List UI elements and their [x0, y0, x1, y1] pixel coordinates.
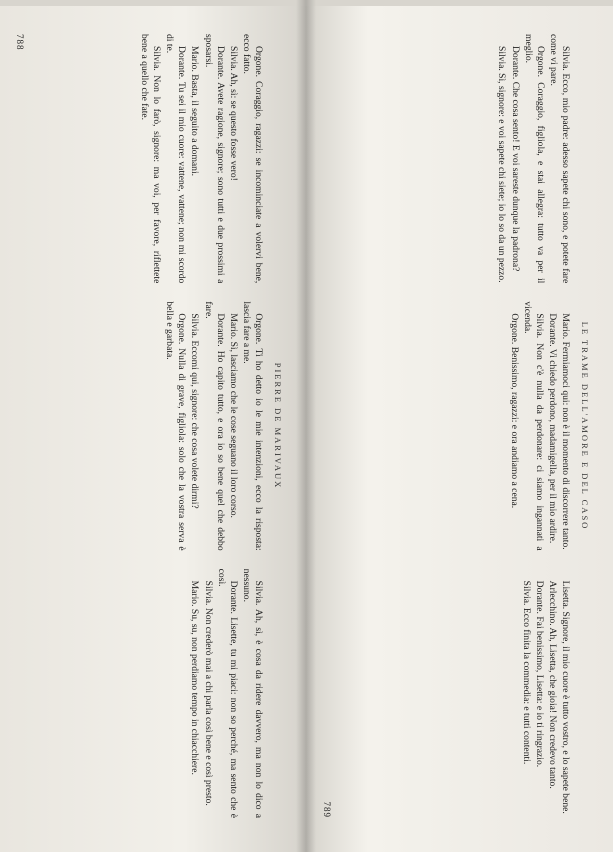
text-paragraph: Lisetta. Signore, il mio cuore è tutto vostro, e lo sapete bene. — [559, 580, 571, 814]
text-paragraph: Dorante. Fai benissimo, Lisetta: e io ti ringrazio. — [533, 580, 545, 768]
text-paragraph: Dorante. Che cosa sento! E voi sareste dunque la padrona? — [509, 46, 521, 272]
text-paragraph: Silvia. Ah, sì: se questo fosse vero! — [227, 46, 239, 181]
right-column-1 — [331, 34, 571, 283]
text-paragraph: Dorante. Lisette, tu mi piaci: non so perché, ma sento che è così. — [215, 568, 239, 818]
text-paragraph: Orgone. Benissimo, ragazzi: e ora andiamo a cena. — [508, 313, 520, 509]
text-paragraph: Silvia. Sì, signore: e voi sapete chi siete; io lo so da un pezzo. — [496, 46, 508, 283]
page-number-left: 788 — [15, 34, 26, 51]
page-number-right: 789 — [322, 801, 333, 818]
text-paragraph: Dorante. Vi chiedo perdono, madamigella, per il mio ardire. — [546, 313, 558, 544]
right-column-3 — [331, 569, 571, 818]
text-paragraph: Mario. Fermiamoci qui: non è il momento di discorrere tanto. — [559, 313, 571, 550]
text-paragraph: Dorante. Ho capito tutto, e ora io so bene quel che debbo fare. — [202, 301, 226, 551]
right-page — [307, 0, 613, 852]
text-paragraph: Silvia. Non lo farò, signore: ma voi, per favore, riflettete bene a quello che fate. — [139, 34, 163, 284]
text-paragraph: Orgone. Coraggio, ragazzi: se incominciate a volervi bene, ecco fatto. — [240, 34, 264, 284]
text-paragraph: Arlecchino. Ah, Lisetta, che gioia! Non credevo tanto. — [546, 580, 558, 789]
right-column-2 — [331, 301, 571, 550]
left-column-3 — [24, 569, 264, 818]
running-head-left: PIERRE DE MARIVAUX — [273, 362, 283, 490]
text-paragraph: Silvia. Eccomi qui, signore: che cosa volete dirmi? — [189, 313, 201, 509]
left-column-2 — [24, 301, 264, 550]
text-paragraph: Dorante. Avete ragione, signore; sono tutti e due prossimi a sposarsi. — [202, 34, 226, 284]
text-paragraph: Mario. Sì, lasciamo che le cose seguano il loro corso. — [227, 313, 239, 518]
text-paragraph: Dorante. Tu sei il mio cuore: vattene, vattene; non mi scordo di te. — [164, 34, 188, 284]
left-column-1 — [24, 34, 264, 283]
text-paragraph: Mario. Su, su, non perdiamo tempo in chiacchiere. — [189, 580, 201, 775]
text-paragraph: Silvia. Ecco, mio padre: adesso sapete chi sono, e potete fare come vi pare. — [547, 34, 571, 284]
text-paragraph: Orgone. Ti ho detto io le mie intenzioni, ecco la risposta: lascia fare a me. — [240, 301, 264, 551]
text-paragraph: Silvia. Non c'è nulla da perdonare: ci siamo ingannati a vicenda. — [521, 301, 545, 551]
text-paragraph: Mario. Basta, il seguito a domani. — [189, 46, 201, 177]
left-page — [0, 0, 306, 852]
running-head-right: LE TRAME DELL'AMORE E DEL CASO — [580, 321, 590, 531]
text-paragraph: Silvia. Ah, sì, è cosa da ridere davvero, ma non lo dico a nessuno. — [240, 568, 264, 818]
text-paragraph: Orgone. Nulla di grave, figliola: solo che la vostra serva è bella e garbata. — [164, 301, 188, 551]
text-paragraph: Silvia. Ecco finita la commedia: e tutti contenti. — [520, 580, 532, 765]
text-paragraph: Orgone. Coraggio, figliola, e stai allegra: tutto va per il meglio. — [522, 34, 546, 284]
text-paragraph: Silvia. Non crederò mai a chi parla così bene e così presto. — [202, 580, 214, 806]
